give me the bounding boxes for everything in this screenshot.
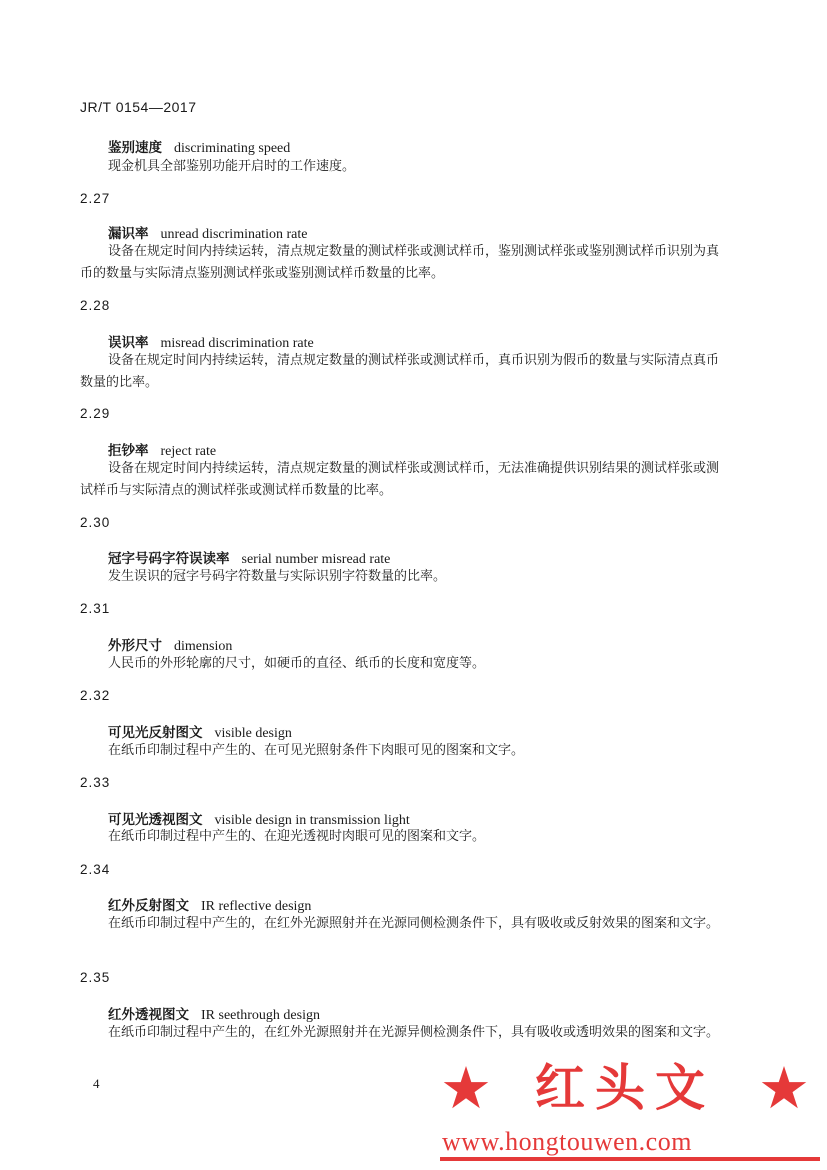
term-title: [108, 1003, 320, 1024]
term-definition: 在纸币印制过程中产生的、在迎光透视时肉眼可见的图案和文字。: [108, 829, 486, 844]
term-title: [108, 721, 292, 742]
term-chinese: 拒钞率: [108, 443, 149, 459]
term-english: IR reflective design: [201, 899, 312, 914]
term-chinese: 可见光透视图文: [108, 812, 203, 828]
term-title: [108, 894, 311, 915]
term-definition: 在纸币印制过程中产生的、在可见光照射条件下肉眼可见的图案和文字。: [108, 743, 525, 758]
clause-number: 2.35: [80, 970, 111, 985]
star-icon: ★: [440, 1054, 492, 1122]
term-definition: 在纸币印制过程中产生的，在红外光源照射并在光源异侧检测条件下，具有吸收或透明效果的图案和文字。: [108, 1025, 720, 1040]
term-definition: 现金机具全部鉴别功能开启时的工作速度。: [108, 159, 356, 174]
clause-number: 2.29: [80, 406, 111, 421]
clause-number: 2.30: [80, 515, 111, 530]
term-definition: 发生误识的冠字号码字符数量与实际识别字符数量的比率。: [108, 569, 447, 584]
term-english: IR seethrough design: [201, 1008, 320, 1023]
clause-number: 2.34: [80, 862, 111, 877]
term-title: [108, 331, 314, 352]
clause-number: 2.28: [80, 298, 111, 313]
watermark-title: [440, 1055, 820, 1125]
term-english: serial number misread rate: [241, 552, 391, 567]
term-definition: 设备在规定时间内持续运转，清点规定数量的测试样张或测试样币，无法准确提供识别结果的测试样张或测试样币与实际清点的测试样张或测试样币数量的比率。: [80, 461, 720, 498]
watermark: [440, 1055, 820, 1165]
term-english: dimension: [174, 639, 233, 654]
term-english: visible design: [214, 726, 292, 741]
watermark-underline: [440, 1157, 820, 1161]
clause-number: 2.27: [80, 191, 111, 206]
term-title: [108, 634, 232, 655]
term-title: [108, 439, 216, 460]
clause-number: 2.31: [80, 601, 111, 616]
term-title: [108, 136, 290, 157]
document-code: JR/T 0154—2017: [80, 99, 197, 115]
page-number: 4: [93, 1076, 100, 1091]
term-chinese: 红外透视图文: [108, 1007, 189, 1023]
term-english: visible design in transmission light: [214, 813, 410, 828]
term-english: discriminating speed: [174, 141, 291, 156]
clause-number: 2.32: [80, 688, 111, 703]
term-english: reject rate: [160, 444, 217, 459]
watermark-url: www.hongtouwen.com: [442, 1127, 692, 1156]
term-english: unread discrimination rate: [160, 227, 308, 242]
term-definition: 设备在规定时间内持续运转，清点规定数量的测试样张或测试样币，真币识别为假币的数量与实际清点真币数量的比率。: [80, 353, 720, 390]
star-icon: ★: [758, 1054, 810, 1122]
term-title: [108, 222, 307, 243]
term-english: misread discrimination rate: [160, 336, 314, 351]
term-definition: 人民币的外形轮廓的尺寸，如硬币的直径、纸币的长度和宽度等。: [108, 656, 486, 671]
term-chinese: 鉴别速度: [108, 140, 162, 156]
term-chinese: 外形尺寸: [108, 638, 162, 654]
term-chinese: 漏识率: [108, 226, 149, 242]
term-chinese: 冠字号码字符误读率: [108, 551, 230, 567]
term-title: [108, 547, 390, 568]
clause-number: 2.33: [80, 775, 111, 790]
term-chinese: 红外反射图文: [108, 898, 189, 914]
term-chinese: 可见光反射图文: [108, 725, 203, 741]
term-chinese: 误识率: [108, 335, 149, 351]
watermark-text: 红头文: [535, 1058, 715, 1117]
term-definition: 设备在规定时间内持续运转，清点规定数量的测试样张或测试样币，鉴别测试样张或鉴别测试样币识别为真币的数量与实际清点鉴别测试样张或鉴别测试样币数量的比率。: [80, 244, 720, 281]
term-definition: 在纸币印制过程中产生的，在红外光源照射并在光源同侧检测条件下，具有吸收或反射效果的图案和文字。: [108, 916, 720, 931]
